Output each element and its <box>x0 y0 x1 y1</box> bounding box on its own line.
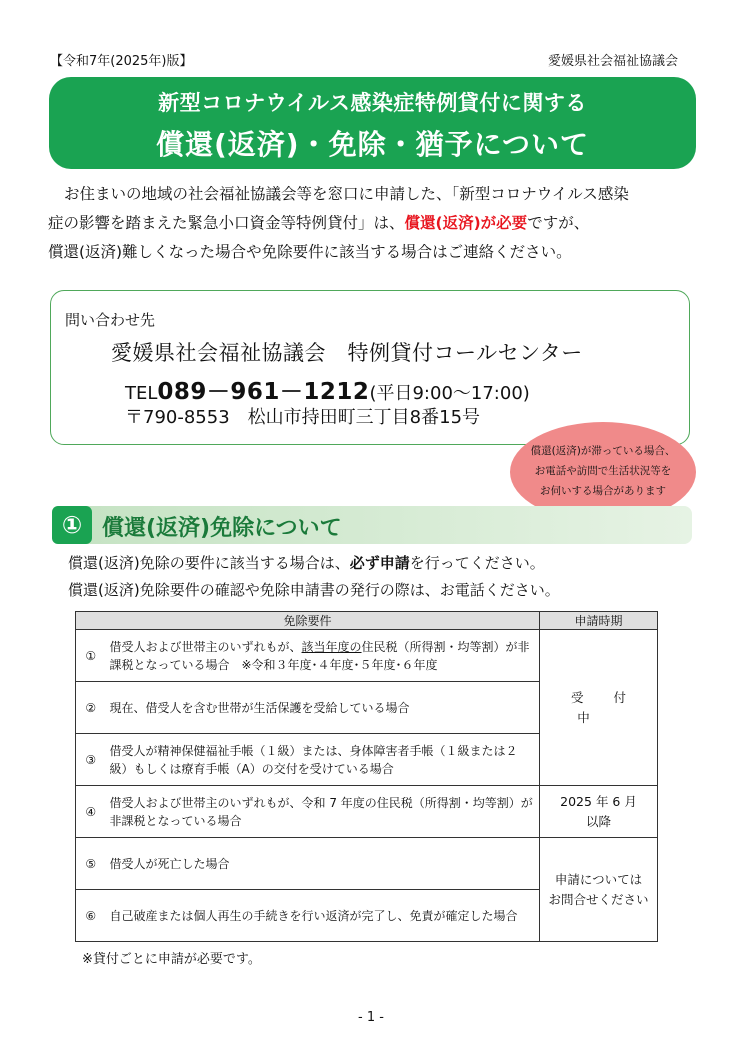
section-line-1 <box>68 550 560 577</box>
time-inquire <box>540 838 658 942</box>
bubble-line-1: 償還(返済)が滞っている場合、 <box>530 445 676 457</box>
edition-label: 【令和7年(2025年)版】 <box>50 54 193 69</box>
intro-line-2-pre: 症の影響を踏まえた緊急小口資金等特例貸付」は、 <box>48 214 405 232</box>
time-accepting-text: 受付中 <box>570 689 656 725</box>
row-number: ① <box>76 630 106 682</box>
intro-line-3: 償還(返済)難しくなった場合や免除要件に該当する場合はご連絡ください。 <box>48 243 572 261</box>
row-text-underlined: 該当年度の <box>301 639 362 654</box>
row-number: ② <box>76 682 106 734</box>
header-application-time: 申請時期 <box>540 612 658 630</box>
must-apply-text: 必ず申請 <box>349 554 410 572</box>
contact-org: 愛媛県社会福祉協議会 特例貸付コールセンター <box>111 341 583 365</box>
publisher-label: 愛媛県社会福祉協議会 <box>547 54 678 69</box>
row-text: 自己破産または個人再生の手続きを行い返済が完了し、免責が確定した場合 <box>106 890 540 942</box>
contact-tel <box>125 373 530 406</box>
row-text-b: 住民税（所得割・均等割）が非課税となっている場合 ※令和３年度･４年度･５年度･６年度 <box>109 639 530 672</box>
bubble-line-3: お伺いする場合があります <box>540 485 666 497</box>
section-title: 償還(返済)免除について <box>102 516 342 541</box>
row-text: 現在、借受人を含む世帯が生活保護を受給している場合 <box>106 682 540 734</box>
intro-line-2-post: ですが、 <box>527 214 590 232</box>
section-line-1-pre: 償還(返済)免除の要件に該当する場合は、 <box>68 554 350 572</box>
intro-line-1: お住まいの地域の社会福祉協議会等を窓口に申請した、「新型コロナウイルス感染 <box>64 185 629 203</box>
row-number: ⑥ <box>76 890 106 942</box>
table-row <box>76 630 658 682</box>
tel-prefix: TEL <box>125 383 158 404</box>
row-number: ③ <box>76 734 106 786</box>
section-line-1-post: を行ってください。 <box>409 554 545 572</box>
contact-address: 〒790-8553 松山市持田町三丁目8番15号 <box>125 407 481 428</box>
row-text: 借受人が死亡した場合 <box>106 838 540 890</box>
intro-line-2 <box>48 209 698 238</box>
section-1-header <box>52 506 692 544</box>
table-row <box>76 838 658 890</box>
time-inquire-line-2: お問合せください <box>548 891 649 907</box>
repayment-required-text: 償還(返済)が必要 <box>404 214 528 232</box>
row-text-a: 借受人および世帯主のいずれもが、 <box>109 639 302 654</box>
row-text: 借受人が精神保健福祉手帳（１級）または、身体障害者手帳（１級または２級）もしくは療育手帳（A）の交付を受けている場合 <box>106 734 540 786</box>
title-line-1: 新型コロナウイルス感染症特例貸付に関する <box>158 91 587 115</box>
time-from-june-line-1: 2025 年 6 月 <box>560 793 637 809</box>
row-text: 借受人および世帯主のいずれもが、令和 7 年度の住民税（所得割・均等割）が非課税となっている場合 <box>106 786 540 838</box>
section-1-text <box>68 550 560 604</box>
table-row <box>76 786 658 838</box>
time-from-june <box>540 786 658 838</box>
time-accepting <box>540 630 658 786</box>
row-text <box>106 630 540 682</box>
header-requirements: 免除要件 <box>76 612 540 630</box>
time-inquire-line-1: 申請については <box>554 871 643 887</box>
table-header-row <box>76 612 658 630</box>
footnote: ※貸付ごとに申請が必要です。 <box>82 952 261 967</box>
title-line-2: 償還(返済)・免除・猶予について <box>155 128 590 161</box>
page-number: - 1 - <box>358 1010 384 1025</box>
time-from-june-line-2: 以降 <box>585 813 611 829</box>
section-number: ① <box>52 506 92 544</box>
tel-hours: (平日9:00～17:00) <box>369 383 530 404</box>
title-banner <box>49 77 696 169</box>
row-number: ⑤ <box>76 838 106 890</box>
intro-paragraph <box>48 180 698 267</box>
exemption-table <box>75 611 658 942</box>
section-line-2: 償還(返済)免除要件の確認や免除申請書の発行の際は、お電話ください。 <box>68 581 560 599</box>
bubble-line-2: お電話や訪問で生活状況等を <box>534 465 672 477</box>
tel-number: 089－961－1212 <box>157 379 370 405</box>
contact-label: 問い合わせ先 <box>65 311 156 329</box>
row-number: ④ <box>76 786 106 838</box>
